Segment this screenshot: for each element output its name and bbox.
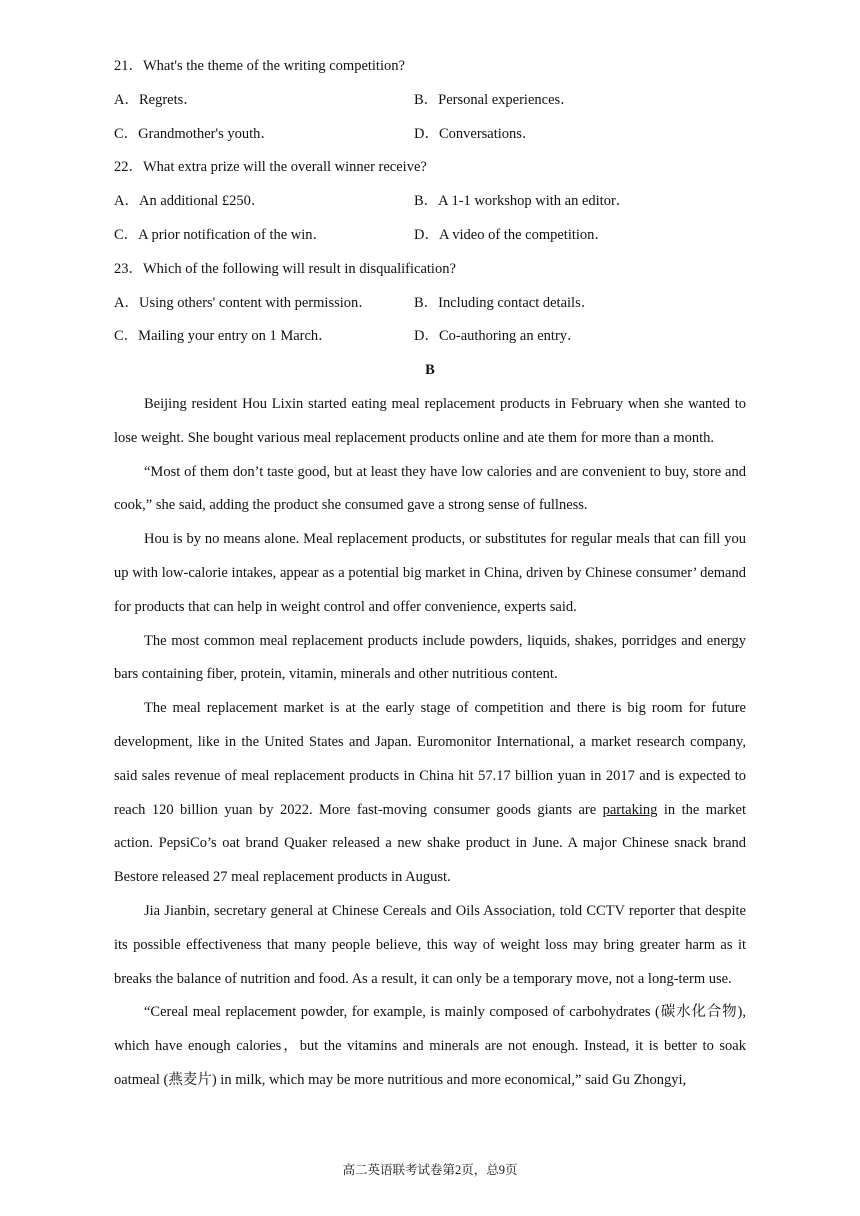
option-d: D．Co-authoring an entry． [414,328,582,345]
option-b: B．Including contact details． [414,294,596,311]
paragraph-text: “Cereal meal replacement powder, for example, is mainly composed of carbohydrates (碳水化合物), which have enough calories，but the vitamins and minerals are not enough. Instead, it is better to soak oatmeal (燕麦片) in milk, which may be more nutritious and more economical,” said Gu Zhongyi, [114,1004,746,1088]
paragraph-text: The most common meal replacement products include powders, liquids, shakes, porridges and energy bars containing fiber, protein, vitamin, minerals and other nutritious content. [114,632,746,683]
option-c: C．Mailing your entry on 1 March． [114,328,333,345]
paragraph [114,456,746,524]
options-row [114,118,746,152]
option-c: C．A prior notification of the win． [114,226,328,243]
option-a: A．Regrets． [114,91,198,108]
question-21 [114,50,746,151]
paragraph [114,996,746,1097]
option-b: B．Personal experiences． [414,91,575,108]
question-stem: 21．What's the theme of the writing competition? [114,58,405,74]
page-footer: 高二英语联考试卷第2页，总9页 [342,1163,518,1177]
question-stem: 22．What extra prize will the overall winner receive? [114,159,427,176]
exam-page [114,50,746,1098]
paragraph [114,625,746,693]
paragraph [114,523,746,624]
paragraph [114,692,746,895]
underlined-word: partaking [602,801,658,818]
section-heading: B [425,362,435,379]
paragraph-text: Hou is by no means alone. Meal replacement products, or substitutes for regular meals that can fill you up with low-calorie intakes, appear as a potential big market in China, driven by Chinese consumer’ demand for products that can help in weight control and offer convenience, experts said. [114,531,746,615]
paragraph-text: Jia Jianbin, secretary general at Chinese Cereals and Oils Association, told CCTV reporter that despite its possible effectiveness that many people believe, this way of weight loss may bring greater harm as it breaks the balance of nutrition and food. As a result, it can only be a temporary move, not a long-term use. [114,902,746,987]
option-a: A．An additional £250． [114,193,266,210]
options-row [114,219,746,253]
question-23 [114,253,746,354]
option-d: D．A video of the competition． [414,226,609,243]
paragraph-text: “Most of them don’t taste good, but at least they have low calories and are convenient to buy, store and cook,” she said, adding the product she consumed gave a strong sense of fullness. [114,463,746,514]
option-b: B．A 1-1 workshop with an editor． [414,193,631,210]
passage-b [114,388,746,1098]
paragraph-text: in the market action. PepsiCo’s oat brand Quaker released a new shake product in June. A major Chinese snack brand Bestore released 27 meal replacement products in August. [114,801,746,886]
question-stem: 23．Which of the following will result in disqualification? [114,260,456,277]
option-a: A．Using others' content with permission． [114,294,373,311]
options-row [114,320,746,354]
options-row [114,84,746,118]
options-row [114,185,746,219]
paragraph [114,895,746,996]
paragraph [114,388,746,456]
paragraph-text: Beijing resident Hou Lixin started eating meal replacement products in February when she wanted to lose weight. She bought various meal replacement products online and ate them for more than a month. [114,395,746,446]
paragraph-text: The meal replacement market is at the early stage of competition and there is big room for future development, like in the United States and Japan. Euromonitor International, a market research company, said sales revenue of meal replacement products in China hit 57.17 billion yuan in 2017 and is expected to reach 120 billion yuan by 2022. More fast-moving consumer goods giants are [114,700,746,818]
option-d: D．Conversations． [414,125,537,142]
question-22 [114,151,746,252]
options-row [114,287,746,321]
option-c: C．Grandmother's youth． [114,125,275,142]
